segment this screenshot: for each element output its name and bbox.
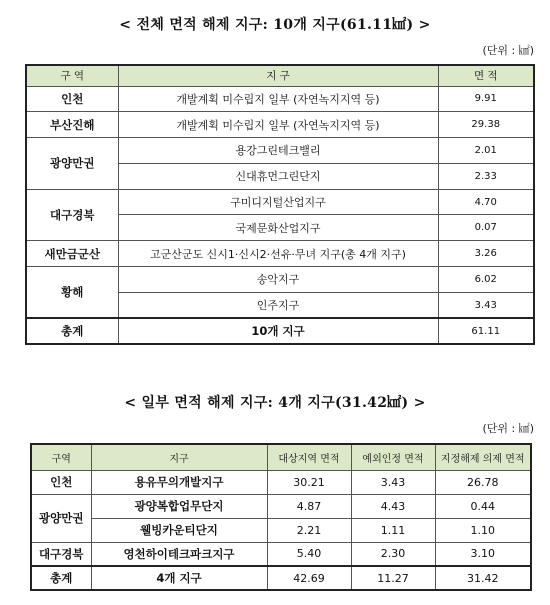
region-cell: 새만금군산 — [26, 241, 118, 267]
district-cell: 개발계획 미수립지 일부 (자연녹지지역 등) — [118, 112, 438, 138]
section2-title: < 일부 면적 해제 지구: 4개 지구(31.42㎢) > — [124, 395, 426, 411]
area-cell: 2.33 — [438, 163, 534, 189]
header-exception-area: 예외인정 면적 — [351, 444, 435, 470]
total-release-area: 31.42 — [435, 566, 531, 590]
total-exception-area: 11.27 — [351, 566, 435, 590]
section2-unit: (단위 : ㎢) — [482, 422, 534, 435]
area-cell: 29.38 — [438, 112, 534, 138]
district-cell: 용유무의개발지구 — [91, 470, 267, 494]
district-cell: 광양복합업무단지 — [91, 494, 267, 518]
district-cell: 구미디지털산업지구 — [118, 189, 438, 215]
exception-area-cell: 3.43 — [351, 470, 435, 494]
table-row — [26, 241, 534, 267]
table-row — [31, 542, 531, 566]
total-area: 61.11 — [438, 318, 534, 344]
full-release-table — [25, 64, 535, 345]
area-cell: 6.02 — [438, 267, 534, 293]
region-cell: 대구경북 — [31, 542, 91, 566]
district-cell: 국제문화산업지구 — [118, 215, 438, 241]
total-row — [26, 318, 534, 344]
district-cell: 신대휴먼그린단지 — [118, 163, 438, 189]
total-district: 4개 지구 — [91, 566, 267, 590]
region-cell: 인천 — [31, 470, 91, 494]
district-cell: 영천하이테크파크지구 — [91, 542, 267, 566]
area-cell: 0.07 — [438, 215, 534, 241]
region-cell: 황해 — [26, 267, 118, 319]
table-row — [31, 470, 531, 494]
total-label: 총계 — [26, 318, 118, 344]
section1-title: < 전체 면적 해제 지구: 10개 지구(61.11㎢) > — [119, 17, 431, 33]
district-cell: 송악지구 — [118, 267, 438, 293]
exception-area-cell: 1.11 — [351, 518, 435, 542]
header-target-area: 대상지역 면적 — [267, 444, 351, 470]
table-row — [26, 86, 534, 112]
region-cell: 광양만권 — [31, 494, 91, 542]
partial-release-table — [30, 443, 532, 591]
header-region: 구역 — [31, 444, 91, 470]
header-district: 지구 — [91, 444, 267, 470]
region-cell: 대구경북 — [26, 189, 118, 241]
total-district: 10개 지구 — [118, 318, 438, 344]
area-cell: 4.70 — [438, 189, 534, 215]
target-area-cell: 2.21 — [267, 518, 351, 542]
table-row — [26, 112, 534, 138]
header-region: 구 역 — [26, 65, 118, 86]
district-cell: 용강그린테크밸리 — [118, 138, 438, 164]
district-cell: 개발계획 미수립지 일부 (자연녹지지역 등) — [118, 86, 438, 112]
district-cell: 고군산군도 신시1·신시2·선유·무녀 지구(총 4개 지구) — [118, 241, 438, 267]
district-cell: 웰빙카운티단지 — [91, 518, 267, 542]
header-district: 지 구 — [118, 65, 438, 86]
release-area-cell: 3.10 — [435, 542, 531, 566]
table-row — [26, 267, 534, 293]
target-area-cell: 5.40 — [267, 542, 351, 566]
table-row — [26, 189, 534, 215]
header-release-area: 지정해제 의제 면적 — [435, 444, 531, 470]
table-row — [26, 138, 534, 164]
area-cell: 3.26 — [438, 241, 534, 267]
release-area-cell: 0.44 — [435, 494, 531, 518]
area-cell: 2.01 — [438, 138, 534, 164]
table-header-row — [26, 65, 534, 86]
section1-unit: (단위 : ㎢) — [482, 44, 534, 57]
exception-area-cell: 4.43 — [351, 494, 435, 518]
region-cell: 광양만권 — [26, 138, 118, 190]
table-header-row — [31, 444, 531, 470]
area-cell: 3.43 — [438, 292, 534, 318]
district-cell: 인주지구 — [118, 292, 438, 318]
total-label: 총계 — [31, 566, 91, 590]
area-cell: 9.91 — [438, 86, 534, 112]
release-area-cell: 26.78 — [435, 470, 531, 494]
target-area-cell: 4.87 — [267, 494, 351, 518]
table-row — [31, 518, 531, 542]
total-target-area: 42.69 — [267, 566, 351, 590]
exception-area-cell: 2.30 — [351, 542, 435, 566]
release-area-cell: 1.10 — [435, 518, 531, 542]
region-cell: 부산진해 — [26, 112, 118, 138]
target-area-cell: 30.21 — [267, 470, 351, 494]
table-row — [31, 494, 531, 518]
header-area: 면 적 — [438, 65, 534, 86]
region-cell: 인천 — [26, 86, 118, 112]
total-row — [31, 566, 531, 590]
